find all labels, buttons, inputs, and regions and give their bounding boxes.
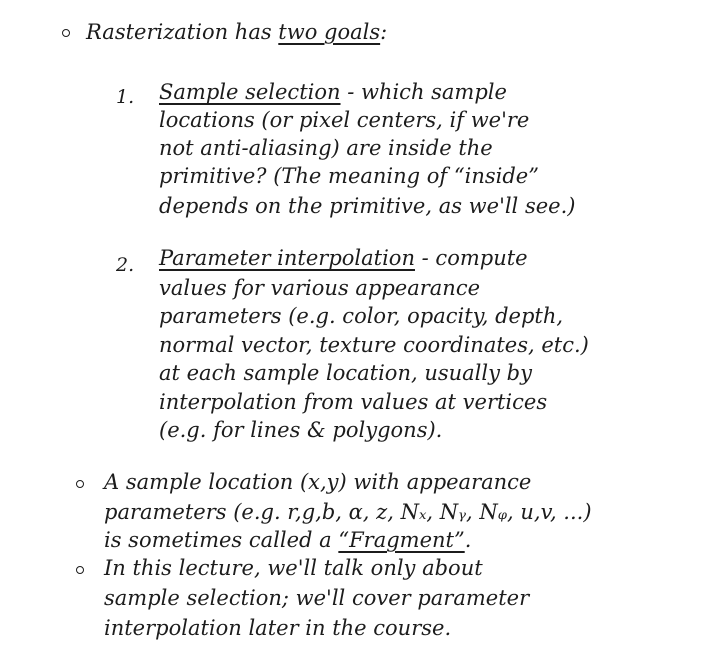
item2-line1 bbox=[159, 248, 528, 269]
bullet2-line3-before: is sometimes called a bbox=[104, 528, 339, 552]
bullet1-before: Rasterization has bbox=[86, 20, 279, 44]
item1-line3: not anti-aliasing) are inside the bbox=[159, 136, 493, 160]
item2-line1-rest: - compute bbox=[414, 246, 528, 270]
bullet2-line1: A sample location (x,y) with appearance bbox=[104, 470, 532, 494]
bullet2-line3 bbox=[104, 530, 471, 551]
item2-line5: at each sample location, usually by bbox=[159, 361, 532, 385]
bullet-marker bbox=[76, 480, 84, 488]
item1-line5: depends on the primitive, as we'll see.) bbox=[159, 194, 576, 218]
bullet-marker bbox=[76, 566, 84, 574]
fragment-term: “Fragment” bbox=[338, 528, 465, 552]
bullet2-line3-after: . bbox=[464, 528, 472, 552]
item2-line2: values for various appearance bbox=[159, 276, 481, 300]
bullet3-line3: interpolation later in the course. bbox=[104, 616, 452, 640]
bullet3-line1: In this lecture, we'll talk only about bbox=[104, 556, 483, 580]
item1-number: 1. bbox=[116, 86, 135, 108]
bullet3-line2: sample selection; we'll cover parameter bbox=[104, 586, 530, 610]
item1-line4: primitive? (The meaning of “inside” bbox=[159, 164, 539, 188]
two-goals-emphasis: two goals bbox=[278, 20, 381, 44]
item1-line2: locations (or pixel centers, if we're bbox=[159, 108, 530, 132]
bullet1-text bbox=[86, 22, 387, 43]
bullet2-line2: parameters (e.g. r,g,b, α, z, Nₓ, Nᵧ, Nᵩ, u,v, ...) bbox=[104, 500, 592, 524]
bullet1-after: : bbox=[380, 20, 388, 44]
item1-line1 bbox=[159, 82, 507, 103]
bullet-marker bbox=[62, 29, 70, 37]
item2-line6: interpolation from values at vertices bbox=[159, 390, 548, 414]
item2-line3: parameters (e.g. color, opacity, depth, bbox=[159, 304, 564, 328]
item2-line7: (e.g. for lines & polygons). bbox=[159, 418, 443, 442]
parameter-interpolation-term: Parameter interpolation bbox=[159, 246, 415, 270]
item2-line4: normal vector, texture coordinates, etc.) bbox=[159, 333, 589, 357]
sample-selection-term: Sample selection bbox=[159, 80, 341, 104]
item2-number: 2. bbox=[116, 254, 135, 276]
item1-line1-rest: - which sample bbox=[340, 80, 507, 104]
